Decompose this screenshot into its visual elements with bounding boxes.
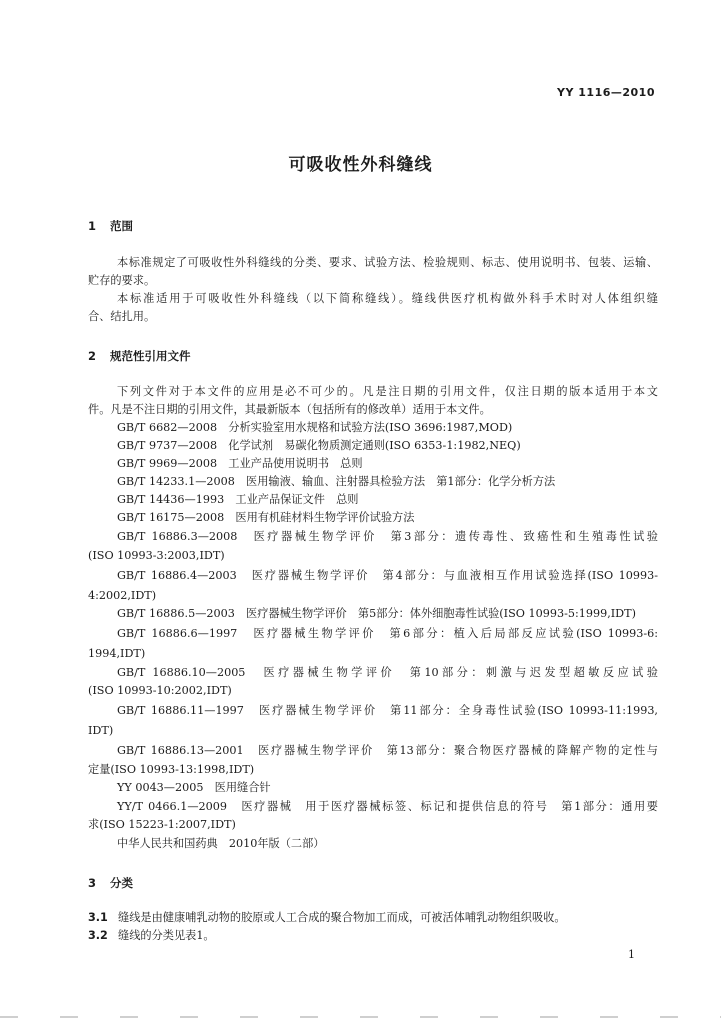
scope-paragraph-line: 贮存的要求。 [88,274,156,287]
reference-item: GB/T 16886.13—2001 医疗器械生物学评价 第13部分：聚合物医疗器械的降解产物的定性与 [117,744,658,757]
reference-item-continued: 定量(ISO 10993-13:1998,IDT) [88,763,255,776]
reference-item: GB/T 9737—2008 化学试剂 易碳化物质测定通则(ISO 6353-1:1982,NEQ) [117,439,521,452]
section-title: 范围 [110,219,133,233]
scan-artifact-line [0,1016,721,1018]
reference-item: GB/T 16886.6—1997 医疗器械生物学评价 第6部分：植入后局部反应试验(ISO 10993-6: [117,627,658,640]
clause-text: 缝线是由健康哺乳动物的胶原或人工合成的聚合物加工而成，可被活体哺乳动物组织吸收。 [118,911,566,924]
reference-item: 中华人民共和国药典 2010年版（二部） [117,837,325,850]
scope-paragraph-line: 本标准适用于可吸收性外科缝线（以下简称缝线）。缝线供医疗机构做外科手术时对人体组织缝 [117,292,658,305]
reference-item: GB/T 16886.5—2003 医疗器械生物学评价 第5部分：体外细胞毒性试验(ISO 10993-5:1999,IDT) [117,607,636,620]
scope-paragraph-line: 本标准规定了可吸收性外科缝线的分类、要求、试验方法、检验规则、标志、使用说明书、包装、运输、 [117,256,658,269]
reference-item: GB/T 16886.4—2003 医疗器械生物学评价 第4部分：与血液相互作用试验选择(ISO 10993- [117,569,658,582]
reference-item: GB/T 6682—2008 分析实验室用水规格和试验方法(ISO 3696:1987,MOD) [117,421,513,434]
references-intro-line: 下列文件对于本文件的应用是必不可少的。凡是注日期的引用文件，仅注日期的版本适用于本文 [117,385,658,398]
section-number: 3 [88,876,97,890]
clause-text: 缝线的分类见表1。 [118,929,215,942]
standard-code: YY 1116—2010 [557,86,655,99]
reference-item: GB/T 16175—2008 医用有机硅材料生物学评价试验方法 [117,511,415,524]
reference-item: GB/T 14233.1—2008 医用输液、输血、注射器具检验方法 第1部分：化学分析方法 [117,475,556,488]
reference-item-continued: IDT) [88,724,114,737]
reference-item: GB/T 16886.10—2005 医疗器械生物学评价 第10部分：刺激与迟发型超敏反应试验 [117,666,658,679]
references-intro-line: 件。凡是不注日期的引用文件，其最新版本（包括所有的修改单）适用于本文件。 [88,403,491,416]
section-title: 规范性引用文件 [110,349,191,363]
reference-item: GB/T 16886.3—2008 医疗器械生物学评价 第3部分：遗传毒性、致癌性和生殖毒性试验 [117,530,658,543]
section-heading-references [88,348,191,364]
section-number: 2 [88,349,97,363]
reference-item-continued: 求(ISO 15223-1:2007,IDT) [88,818,236,831]
clause-3-2 [88,929,658,943]
reference-item-continued: 1994,IDT) [88,647,146,660]
reference-item: GB/T 16886.11—1997 医疗器械生物学评价 第11部分：全身毒性试验(ISO 10993-11:1993, [117,704,658,717]
clause-number: 3.2 [88,929,108,942]
document-title: 可吸收性外科缝线 [288,155,433,175]
clause-3-1 [88,911,658,925]
clause-number: 3.1 [88,911,108,924]
section-heading-classification [88,875,133,891]
section-heading-scope [88,218,133,234]
scope-paragraph-line: 合、结扎用。 [88,310,156,323]
reference-item: YY/T 0466.1—2009 医疗器械 用于医疗器械标签、标记和提供信息的符号 第1部分：通用要 [117,800,658,813]
reference-item: GB/T 9969—2008 工业产品使用说明书 总则 [117,457,363,470]
reference-item-continued: 4:2002,IDT) [88,589,157,602]
reference-item: YY 0043—2005 医用缝合针 [117,781,271,794]
section-number: 1 [88,219,97,233]
reference-item-continued: (ISO 10993-3:2003,IDT) [88,549,225,562]
page-number: 1 [628,948,635,961]
reference-item-continued: (ISO 10993-10:2002,IDT) [88,684,232,697]
section-title: 分类 [110,876,133,890]
reference-item: GB/T 14436—1993 工业产品保证文件 总则 [117,493,359,506]
